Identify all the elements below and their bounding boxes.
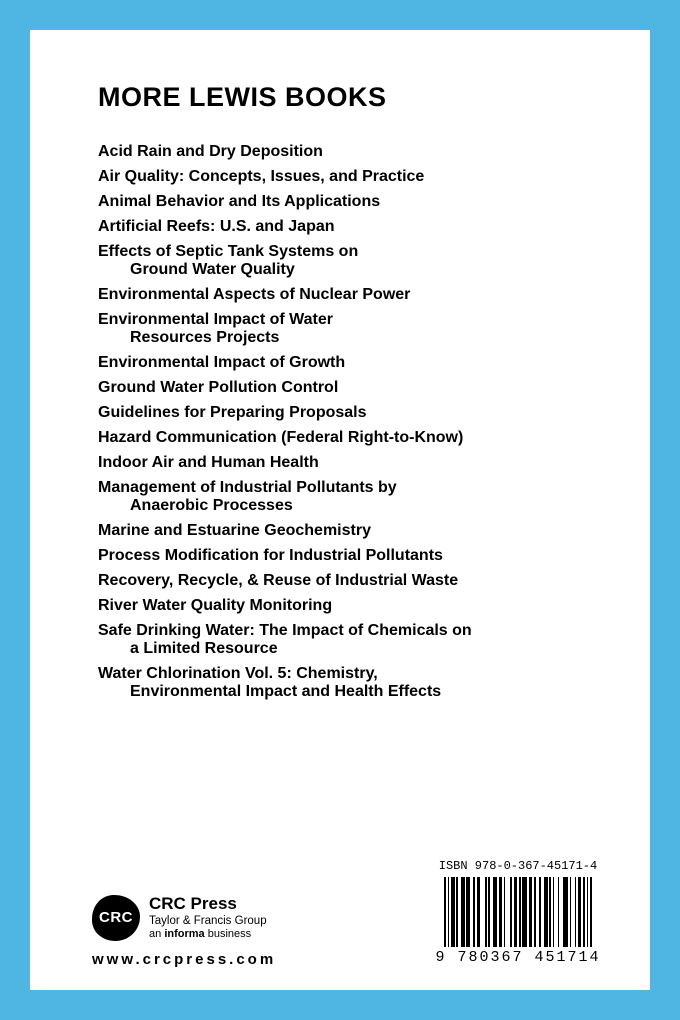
book-entry (98, 168, 610, 186)
book-title-line: Hazard Communication (Federal Right-to-Know) (98, 429, 464, 446)
book-entry (98, 404, 610, 422)
barcode-block (428, 859, 608, 968)
book-entry (98, 354, 610, 372)
book-title-line: Effects of Septic Tank Systems on (98, 243, 359, 260)
book-entry (98, 479, 610, 515)
book-title-continuation: Anaerobic Processes (130, 497, 293, 514)
book-title-line: Environmental Impact of Water (98, 311, 333, 328)
book-title-line: Guidelines for Preparing Proposals (98, 404, 367, 421)
book-entry (98, 193, 610, 211)
publisher-block (92, 894, 276, 968)
book-title-continuation: Environmental Impact and Health Effects (130, 683, 442, 700)
book-title-line: Animal Behavior and Its Applications (98, 193, 381, 210)
book-title-line: River Water Quality Monitoring (98, 597, 333, 614)
book-entry (98, 379, 610, 397)
book-entry (98, 429, 610, 447)
book-entry (98, 143, 610, 161)
book-title-line: Water Chlorination Vol. 5: Chemistry, (98, 665, 378, 682)
book-entry (98, 622, 610, 658)
publisher-group: Taylor & Francis Group (149, 915, 267, 927)
crc-logo-text: CRC (99, 909, 133, 926)
book-title-continuation: a Limited Resource (130, 640, 278, 657)
book-entry (98, 311, 610, 347)
book-title-line: Marine and Estuarine Geochemistry (98, 522, 371, 539)
book-title-line: Air Quality: Concepts, Issues, and Practice (98, 168, 425, 185)
book-entry (98, 665, 610, 701)
book-entry (98, 286, 610, 304)
book-title-line: Environmental Aspects of Nuclear Power (98, 286, 411, 303)
book-entry (98, 522, 610, 540)
book-title-line: Acid Rain and Dry Deposition (98, 143, 323, 160)
book-title-continuation: Ground Water Quality (130, 261, 295, 278)
book-title-continuation: Resources Projects (130, 329, 280, 346)
book-title-line: Management of Industrial Pollutants by (98, 479, 397, 496)
crc-logo (92, 895, 140, 941)
book-entry (98, 597, 610, 615)
informa-bold: informa (164, 928, 205, 940)
book-title-line: Safe Drinking Water: The Impact of Chemicals on (98, 622, 472, 639)
informa-tagline (149, 928, 267, 941)
isbn-label: ISBN 978-0-367-45171-4 (438, 859, 598, 873)
book-entry (98, 243, 610, 279)
book-list (98, 143, 610, 701)
footer (30, 859, 650, 968)
book-title-line: Process Modification for Industrial Pollutants (98, 547, 443, 564)
publisher-url: www.crcpress.com (92, 951, 277, 968)
informa-prefix: an (149, 928, 162, 940)
page-title: MORE LEWIS BOOKS (98, 82, 387, 112)
barcode-digits: 9 780367 451714 (435, 949, 601, 966)
book-title-line: Indoor Air and Human Health (98, 454, 319, 471)
book-entry (98, 572, 610, 590)
publisher-text (149, 894, 267, 941)
publisher-logo-row (92, 894, 276, 941)
inner-panel (30, 30, 650, 990)
publisher-name: CRC Press (149, 894, 237, 913)
book-entry (98, 218, 610, 236)
book-title-line: Environmental Impact of Growth (98, 354, 346, 371)
barcode-bars (428, 877, 608, 947)
book-entry (98, 547, 610, 565)
book-entry (98, 454, 610, 472)
informa-suffix: business (207, 928, 252, 940)
book-title-line: Artificial Reefs: U.S. and Japan (98, 218, 335, 235)
book-title-line: Recovery, Recycle, & Reuse of Industrial Waste (98, 572, 459, 589)
book-title-line: Ground Water Pollution Control (98, 379, 339, 396)
